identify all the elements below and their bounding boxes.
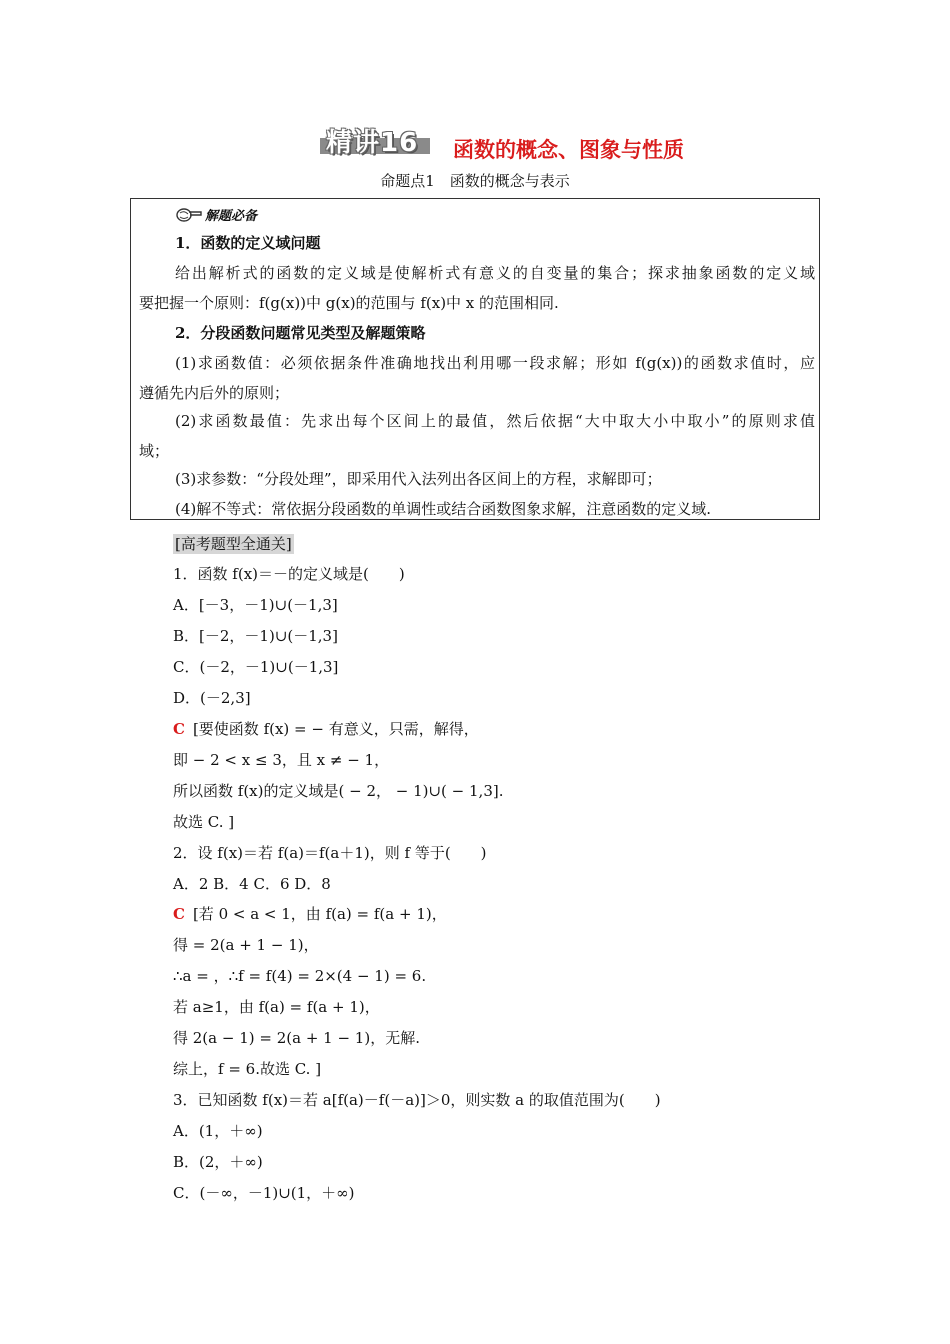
q1-solution-line3: 所以函数 f(x)的定义域是( − 2， − 1)∪( − 1,3]. [173,782,504,800]
q2-solution-line5: 得 2(a − 1) = 2(a + 1 − 1)，无解. [173,1029,420,1047]
q2-options: A．2 B．4 C．6 D．8 [173,875,331,893]
q3-option-a: A．(1，＋∞) [173,1122,263,1140]
section2-title: 2．分段函数问题常见类型及解题策略 [175,324,426,342]
page-header [0,124,950,164]
q2-solution-line6: 综上，f = 6.故选 C. ] [173,1060,322,1078]
question-2: 2．设 f(x)＝若 f(a)＝f(a＋1)，则 f 等于( ) [173,844,487,862]
pointing-hand-icon [175,206,203,224]
subtitle: 命题点1 函数的概念与表示 [380,172,570,190]
q2-solution-line2: 得 = 2(a + 1 − 1)， [173,936,319,954]
page-title: 函数的概念、图象与性质 [453,138,684,162]
q3-option-b: B．(2，＋∞) [173,1153,263,1171]
q1-solution-line1 [173,719,479,739]
q1-solution-line4: 故选 C. ] [173,813,235,831]
section2-line4: 域； [139,442,170,460]
q2-answer: C [173,905,185,923]
section2-line5: (3)求参数：“分段处理”，即采用代入法列出各区间上的方程，求解即可； [175,470,662,488]
q2-solution-line3: ∴a = ，∴f = f(4) = 2×(4 − 1) = 6. [173,967,427,985]
section2-line3: (2)求函数最值：先求出每个区间上的最值，然后依据“大中取大小中取小”的原则求值 [175,412,815,430]
section1-line2: 要把握一个原则：f(g(x))中 g(x)的范围与 f(x)中 x 的范围相同. [139,294,559,312]
q2-solution-line4: 若 a≥1，由 f(a) = f(a + 1)， [173,998,380,1016]
q2-solution-text: [若 0 < a < 1，由 f(a) = f(a + 1)， [192,905,447,923]
section2-line1: (1)求函数值：必须依据条件准确地找出利用哪一段求解；形如 f(g(x))的函数求值时，应 [175,354,815,372]
q1-option-a: A．[－3，－1)∪(－1,3] [173,596,338,614]
q3-option-c: C．(－∞，－1)∪(1，＋∞) [173,1184,355,1202]
section2-line6: (4)解不等式：常依据分段函数的单调性或结合函数图象求解，注意函数的定义域. [175,500,712,518]
essentials-label: 解题必备 [205,209,258,224]
q2-solution-line1 [173,904,447,924]
section2-line2: 遵循先内后外的原则； [139,384,290,402]
section1-line1: 给出解析式的函数的定义域是使解析式有意义的自变量的集合；探求抽象函数的定义域 [175,264,815,282]
lecture-badge [320,124,430,158]
section-tag: [高考题型全通关] [175,535,292,553]
q1-solution-text: [要使函数 f(x) = − 有意义，只需，解得， [192,720,479,738]
question-3: 3．已知函数 f(x)＝若 a[f(a)－f(－a)]＞0，则实数 a 的取值范围为( ) [173,1091,661,1109]
q1-solution-line2: 即 − 2 < x ≤ 3，且 x ≠ − 1， [173,751,390,769]
question-1: 1．函数 f(x)＝－的定义域是( ) [173,565,405,583]
q1-option-b: B．[－2，－1)∪(－1,3] [173,627,338,645]
section1-title: 1．函数的定义域问题 [175,234,321,252]
essentials-box [130,198,820,520]
q1-answer: C [173,720,185,738]
q1-option-c: C．(－2，－1)∪(－1,3] [173,658,339,676]
q1-option-d: D．(－2,3] [173,689,251,707]
badge-text: 精讲16 [326,128,419,158]
